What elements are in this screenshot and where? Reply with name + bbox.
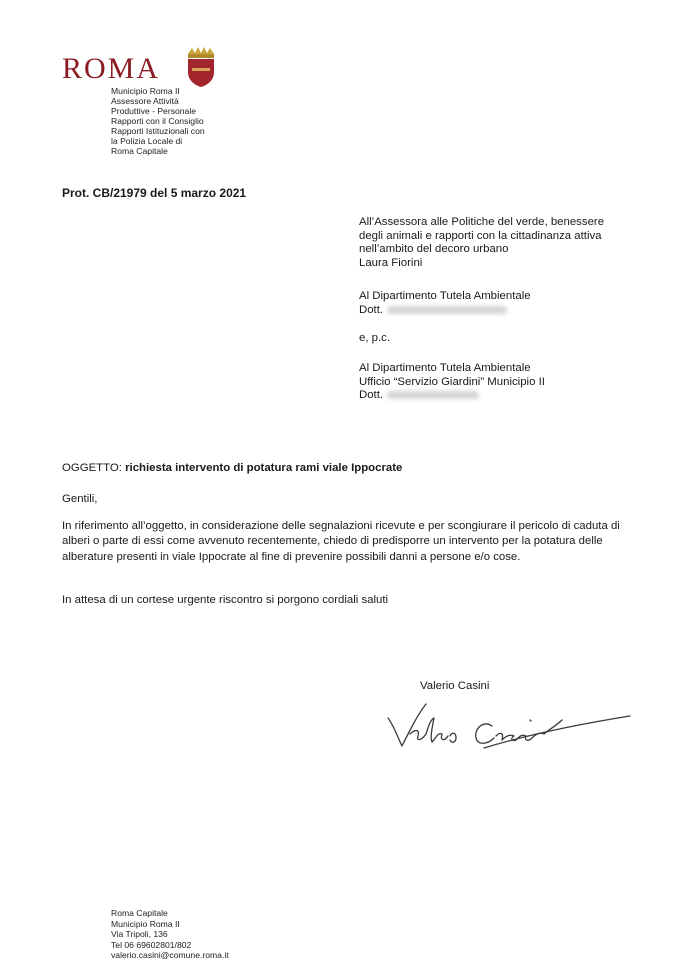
office-line: Rapporti con il Consiglio: [111, 116, 204, 126]
footer-line: Municipio Roma II: [111, 918, 180, 929]
roma-logo-text: ROMA: [62, 52, 161, 85]
recipient-line: nell’ambito del decoro urbano: [359, 243, 509, 256]
recipient-line: Ufficio “Servizio Giardini” Municipio II: [359, 375, 545, 388]
footer-line: Roma Capitale: [111, 908, 168, 918]
closing-line: In attesa di un cortese urgente riscontro si porgono cordiali saluti: [62, 594, 389, 606]
recipient-line: All’Assessora alle Politiche del verde, benessere: [359, 216, 605, 228]
signatory-name: Valerio Casini: [420, 680, 490, 692]
protocol-number: Prot. CB/21979 del 5 marzo 2021: [62, 186, 247, 200]
office-line: Roma Capitale: [111, 146, 168, 156]
subject-label: OGGETTO:: [62, 462, 122, 474]
footer-email: valerio.casini@comune.roma.it: [111, 950, 229, 961]
office-line: Produttive - Personale: [111, 106, 197, 116]
footer-contact: [111, 908, 229, 961]
redacted-name: [387, 306, 507, 314]
redacted-name: [387, 391, 479, 399]
dott-label: Dott.: [359, 303, 384, 316]
recipient-dott-line: [359, 304, 531, 318]
footer-line: Tel 06 69602801/802: [111, 939, 192, 950]
office-line: la Polizia Locale di: [111, 136, 183, 146]
dott-label: Dott.: [359, 389, 384, 402]
greeting: Gentili,: [62, 493, 98, 505]
recipient-block-2: [359, 290, 531, 317]
office-line: Assessore Attività: [111, 96, 179, 106]
pc-label: e, p.c.: [359, 332, 391, 344]
body-paragraph: In riferimento all’oggetto, in considerazione delle segnalazioni ricevute e per scongiurare il pericolo di caduta di alberi o parte di essi come avvenuto recentemente, chiedo di predisporre un intervento per la potatura delle alberature presenti in viale Ippocrate al fine di prevenire possibili danni a persone e/o cose.: [62, 520, 620, 563]
subject-text: richiesta intervento di potatura rami viale Ippocrate: [125, 462, 403, 474]
recipient-line: Al Dipartimento Tutela Ambientale: [359, 362, 531, 374]
recipient-line: Laura Fiorini: [359, 256, 423, 269]
recipient-block-1: [359, 216, 604, 270]
office-line: Municipio Roma II: [111, 86, 180, 96]
footer-line: Via Tripoli, 136: [111, 929, 168, 940]
office-block: [111, 86, 205, 156]
recipient-line: Al Dipartimento Tutela Ambientale: [359, 290, 531, 302]
roma-crest-icon: [184, 46, 218, 88]
office-line: Rapporti Istituzionali con: [111, 126, 205, 136]
recipient-block-3: [359, 362, 545, 403]
recipient-line: degli animali e rapporti con la cittadinanza attiva: [359, 229, 602, 242]
handwritten-signature: [380, 690, 640, 760]
recipient-dott-line: [359, 389, 545, 403]
subject-line: [62, 461, 642, 476]
